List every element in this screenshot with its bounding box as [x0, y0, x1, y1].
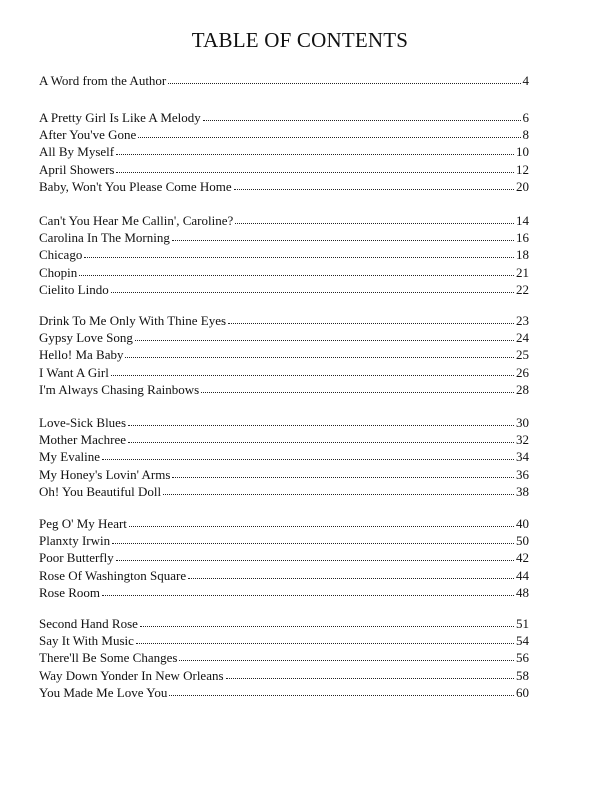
toc-entry[interactable]	[39, 649, 529, 666]
toc-page-number: 26	[516, 364, 529, 380]
page-title: TABLE OF CONTENTS	[191, 28, 409, 52]
dot-leader	[169, 683, 514, 696]
toc-page-number: 14	[516, 213, 529, 228]
dot-leader	[79, 263, 514, 276]
dot-leader	[116, 548, 514, 561]
toc-page-number: 38	[516, 483, 529, 499]
toc-page-number: 32	[516, 432, 529, 448]
dot-leader	[172, 465, 514, 478]
dot-leader	[129, 514, 514, 527]
toc-page-number: 48	[516, 584, 529, 600]
toc-entry-title: A Word from the Author	[39, 73, 167, 88]
toc-entry[interactable]	[39, 364, 529, 381]
toc-page-number: 10	[516, 144, 529, 160]
toc-page-number: 54	[516, 633, 529, 649]
toc-page-number: 22	[516, 281, 529, 297]
toc-entry-title: I Want A Girl	[39, 364, 109, 380]
dot-leader	[138, 125, 520, 138]
toc-entry[interactable]	[39, 381, 529, 398]
toc-entry-title: Poor Butterfly	[39, 550, 114, 566]
dot-leader	[125, 345, 514, 358]
toc-entry-title: Drink To Me Only With Thine Eyes	[39, 313, 227, 328]
toc-entry[interactable]	[39, 567, 529, 584]
toc-entry-title: I'm Always Chasing Rainbows	[39, 381, 200, 397]
toc-entry-title: Can't You Hear Me Callin', Caroline?	[39, 213, 234, 228]
dot-leader	[140, 614, 514, 627]
toc-entry[interactable]	[39, 431, 529, 448]
toc-entry[interactable]	[39, 212, 529, 229]
toc-page-number: 40	[516, 516, 529, 531]
toc-page-number: 42	[516, 550, 529, 566]
toc-entry[interactable]	[39, 684, 529, 701]
toc-page-number: 8	[522, 127, 529, 143]
toc-entry[interactable]	[39, 615, 529, 632]
dot-leader	[111, 363, 514, 376]
toc-entry[interactable]	[39, 346, 529, 363]
toc-entry[interactable]	[39, 667, 529, 684]
toc-entry[interactable]	[39, 414, 529, 431]
toc-page-number: 12	[516, 161, 529, 177]
dot-leader	[102, 583, 514, 596]
toc-entry-title: You Made Me Love You	[39, 684, 168, 700]
toc-entry[interactable]	[39, 448, 529, 465]
toc-entry[interactable]	[39, 466, 529, 483]
dot-leader	[228, 311, 514, 324]
toc-entry-title: All By Myself	[39, 144, 115, 160]
toc-entry[interactable]	[39, 178, 529, 195]
dot-leader	[168, 71, 520, 84]
toc-entry-title: Cielito Lindo	[39, 281, 109, 297]
toc-entry[interactable]	[39, 483, 529, 500]
toc-page-number: 4	[522, 73, 529, 88]
toc-page-number: 24	[516, 330, 529, 346]
toc-entry-title: Hello! Ma Baby	[39, 347, 124, 363]
toc-entry-title: Planxty Irwin	[39, 533, 111, 549]
dot-leader	[234, 177, 514, 190]
toc-entry-title: My Evaline	[39, 449, 101, 465]
dot-leader	[188, 566, 514, 579]
dot-leader	[128, 430, 514, 443]
toc-page-number: 30	[516, 415, 529, 430]
toc-entry[interactable]	[39, 264, 529, 281]
dot-leader	[172, 228, 514, 241]
toc-entry[interactable]	[39, 549, 529, 566]
toc-entry[interactable]	[39, 584, 529, 601]
toc-entry-title: There'll Be Some Changes	[39, 650, 178, 666]
toc-entry[interactable]	[39, 109, 529, 126]
toc-entry-title: Rose Of Washington Square	[39, 567, 187, 583]
toc-entry-title: Chopin	[39, 264, 78, 280]
toc-entry[interactable]	[39, 229, 529, 246]
toc-page-number: 21	[516, 264, 529, 280]
dot-leader	[102, 447, 514, 460]
toc-page-number: 44	[516, 567, 529, 583]
dot-leader	[112, 531, 514, 544]
toc-entry-title: After You've Gone	[39, 127, 137, 143]
toc-entry[interactable]	[39, 126, 529, 143]
toc-page-number: 34	[516, 449, 529, 465]
toc-page-number: 60	[516, 684, 529, 700]
toc-entry-title: Oh! You Beautiful Doll	[39, 483, 162, 499]
dot-leader	[128, 413, 514, 426]
toc-page-number: 25	[516, 347, 529, 363]
toc-entry-title: My Honey's Lovin' Arms	[39, 466, 171, 482]
toc-entry-title: Mother Machree	[39, 432, 126, 448]
toc-entry-title: Say It With Music	[39, 633, 134, 649]
toc-entry-title: Gypsy Love Song	[39, 330, 133, 346]
toc-page-number: 23	[516, 313, 529, 328]
toc-entry[interactable]	[39, 312, 529, 329]
dot-leader	[116, 142, 514, 155]
toc-page-number: 56	[516, 650, 529, 666]
toc-entry[interactable]	[39, 281, 529, 298]
toc-entry-title: Love-Sick Blues	[39, 415, 127, 430]
dot-leader	[111, 280, 514, 293]
toc-entry[interactable]	[39, 72, 529, 89]
toc-page-number: 20	[516, 178, 529, 194]
dot-leader	[226, 666, 514, 679]
dot-leader	[136, 631, 514, 644]
toc-page-number: 36	[516, 466, 529, 482]
toc-entry-title: Chicago	[39, 247, 83, 263]
toc-entry[interactable]	[39, 515, 529, 532]
dot-leader	[203, 108, 521, 121]
dot-leader	[235, 211, 514, 224]
toc-page-number: 51	[516, 616, 529, 631]
dot-leader	[201, 380, 514, 393]
toc-entry-title: A Pretty Girl Is Like A Melody	[39, 110, 201, 125]
toc-entry-title: Way Down Yonder In New Orleans	[39, 667, 224, 683]
toc-page-number: 18	[516, 247, 529, 263]
toc-entry-title: Second Hand Rose	[39, 616, 138, 631]
toc-page-number: 28	[516, 381, 529, 397]
toc-entry-title: Rose Room	[39, 584, 101, 600]
toc-page-number: 16	[516, 230, 529, 246]
toc-entry[interactable]	[39, 532, 529, 549]
toc-page-number: 58	[516, 667, 529, 683]
toc-entry[interactable]	[39, 632, 529, 649]
toc-entry-title: Carolina In The Morning	[39, 230, 170, 246]
toc-entry-title: Peg O' My Heart	[39, 516, 127, 531]
toc-entry-title: April Showers	[39, 161, 115, 177]
toc-entry[interactable]	[39, 246, 529, 263]
dot-leader	[179, 648, 514, 661]
dot-leader	[163, 482, 514, 495]
dot-leader	[135, 328, 514, 341]
dot-leader	[84, 245, 514, 258]
dot-leader	[116, 160, 514, 173]
toc-page-number: 6	[522, 110, 529, 125]
toc-entry[interactable]	[39, 161, 529, 178]
toc-entry-title: Baby, Won't You Please Come Home	[39, 178, 232, 194]
toc-entry[interactable]	[39, 329, 529, 346]
toc-page-number: 50	[516, 533, 529, 549]
toc-entry[interactable]	[39, 143, 529, 160]
